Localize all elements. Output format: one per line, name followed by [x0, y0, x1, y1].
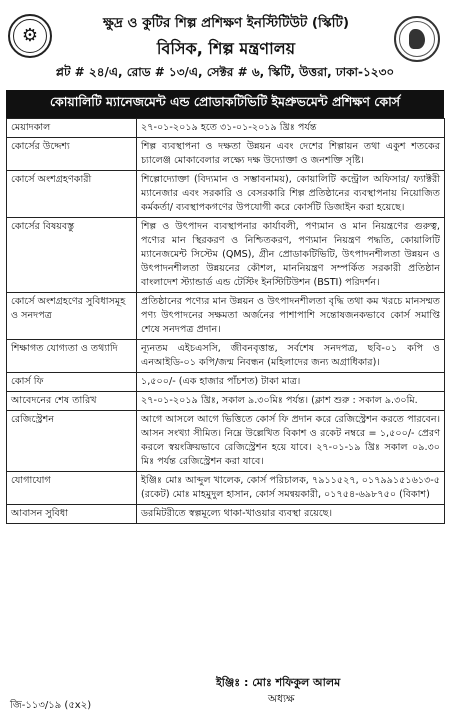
row-label: কোর্সের উদ্দেশ্য	[7, 138, 137, 171]
govt-seal	[394, 16, 440, 62]
footer	[6, 674, 444, 714]
row-value: ২৭-০১-২০১৯ খ্রিঃ, সকাল ৯.৩০মিঃ পর্যন্ত। (ক্লাশ শুরু : সকাল ৯.৩০মি.	[137, 392, 445, 411]
scitti-logo	[8, 14, 52, 58]
signatory-designation: অধ্যক্ষ	[268, 693, 295, 705]
course-title-banner: কোয়ালিটি ম্যানেজমেন্ট এন্ড প্রোডাকটিভিটি ইমপ্রুভমেন্ট প্রশিক্ষণ কোর্স	[6, 90, 444, 118]
row-value: ইঞ্জিঃ মোঃ আব্দুল খালেক, কোর্স পরিচালক, ৭৯১১৫২৭, ০১৭৯৯১৫১৬১৩-৫ (রকেট) মোঃ মাহমুদুল হাসান, কোর্স সমন্বয়কারী, ০১৭৫৪-৬৯৮৭৫০ (বিকাশ)	[137, 472, 445, 505]
row-value: ২৭-০১-২০১৯ হতে ৩১-০১-২০১৯ খ্রিঃ পর্যন্ত	[137, 119, 445, 138]
signatory-name: ইঞ্জিঃ : মোঃ শফিকুল আলম	[216, 676, 341, 689]
row-label: আবাসন সুবিধা	[7, 505, 137, 524]
row-value: ১,৫০০/- (এক হাজার পাঁচশত) টাকা মাত্র।	[137, 373, 445, 392]
row-label: কোর্সে অংশগ্রহণকারী	[7, 171, 137, 218]
notice-page	[6, 6, 444, 714]
row-label: আবেদনের শেষ তারিখ	[7, 392, 137, 411]
table-row	[7, 119, 445, 138]
row-value: আগে আসলে আগে ভিত্তিতে কোর্স ফি প্রদান করে রেজিস্ট্রেশন করতে পারবেন। আসন সংখ্যা সীমিত। নিম্নে উল্লেখিত বিকাশ ও রকেট নম্বরে = ১,৫০০/- প্রেরণ করলে স্বয়ংক্রিয়ভাবে রেজিস্ট্রেশন হয়ে যাবে। ২৭-০১-১৯ খ্রিঃ সকাল ০৯.৩০ মিঃ পর্যন্ত রেজিস্ট্রেশন করা যাবে।	[137, 411, 445, 472]
row-label: কোর্সে অংশগ্রহণের সুবিধাসমূহ ও সনদপত্র	[7, 293, 137, 340]
header	[6, 6, 444, 102]
row-label: শিক্ষাগত যোগ্যতা ও তথ্যাদি	[7, 340, 137, 373]
table-row	[7, 472, 445, 505]
row-value: ডরমিটরীতে স্বল্পমূল্যে থাকা-খাওয়ার ব্যবস্থা রয়েছে।	[137, 505, 445, 524]
table-row	[7, 373, 445, 392]
course-info-table	[6, 118, 445, 524]
table-row	[7, 218, 445, 293]
table-row	[7, 411, 445, 472]
row-label: যোগাযোগ	[7, 472, 137, 505]
gear-emblem-icon: ⚙	[21, 25, 39, 46]
institute-name: ক্ষুদ্র ও কুটির শিল্প প্রশিক্ষণ ইনস্টিটিউট (স্কিটি)	[102, 15, 350, 31]
reference-number: জি-১১৩/১৯ (৫x২)	[10, 700, 92, 711]
institute-address: প্লট # ২৪/এ, রোড # ১৩/এ, সেক্টর # ৬, স্কিটি, উত্তরা, ঢাকা-১২৩০	[55, 65, 395, 79]
table-row	[7, 340, 445, 373]
ministry-name: বিসিক, শিল্প মন্ত্রণালয়	[156, 39, 296, 58]
row-value: শিল্প ব্যবস্থাপনা ও দক্ষতা উন্নয়ন এবং দেশের শিল্পায়ন তথা একুশ শতকের চ্যালেঞ্জ মোকাবেলার লক্ষ্যে দক্ষ উদ্যোক্তা ও জনশক্তি সৃষ্টি।	[137, 138, 445, 171]
table-row	[7, 138, 445, 171]
table-row	[7, 392, 445, 411]
row-label: কোর্স ফি	[7, 373, 137, 392]
row-label: মেয়াদকাল	[7, 119, 137, 138]
row-label: কোর্সের বিষয়বস্তু	[7, 218, 137, 293]
row-value: শিল্পোদ্যোক্তা (বিদ্যমান ও সম্ভাবনাময়), কোয়ালিটি কন্ট্রোল অফিসার/ ফ্যাক্টরী ম্যানেজার এবং সরকারি ও বেসরকারি শিল্প প্রতিষ্ঠানের ব্যবস্থাপনায় নিয়োজিত কর্মকর্তা/ ব্যবস্থাপকগণের উপযোগী করে কোর্সটি ডিজাইন করা হয়েছে।	[137, 171, 445, 218]
bangladesh-govt-seal-icon	[409, 29, 425, 49]
table-row	[7, 505, 445, 524]
row-value: প্রতিষ্ঠানের পণ্যের মান উন্নয়ন ও উৎপাদনশীলতা বৃদ্ধি তথা কম খরচে মানসম্মত পণ্য উৎপাদনের সক্ষমতা অর্জনের পাশাপাশি সন্তোষজনকভাবে কোর্স সমাপ্তি শেষে সনদপত্র প্রদান।	[137, 293, 445, 340]
table-row	[7, 171, 445, 218]
table-row	[7, 293, 445, 340]
row-value: শিল্প ও উৎপাদন ব্যবস্থাপনার কার্যাবলী, পণ্যমান ও মান নিয়ন্ত্রণের গুরুত্ব, পণ্যের মান স্থিরকরণ ও নিশ্চিতকরণ, পণ্যমান নিয়ন্ত্রণ পদ্ধতি, কোয়ালিটি ম্যানেজমেন্ট সিস্টেম (QMS), গ্রীন প্রোডাকটিভিটি, উৎপাদনশীলতা উন্নয়ন ও উৎপাদনশীলতা উন্নয়নের কৌশল, মাননিয়ন্ত্রণ সম্পর্কিত সরকারী প্রতিষ্ঠান বাংলাদেশ স্ট্যান্ডার্ড এন্ড টেস্টিং ইনস্টিটিউশন (BSTI) পরিদর্শন।	[137, 218, 445, 293]
row-label: রেজিস্ট্রেশন	[7, 411, 137, 472]
row-value: ন্যূনতম এইচএসসি, জীবনবৃত্তান্ত, সর্বশেষ সনদপত্র, ছবি-০১ কপি ও এনআইডি-০১ কপি/জন্ম নিবন্ধন (মহিলাদের জন্য অগ্রাধিকার)।	[137, 340, 445, 373]
